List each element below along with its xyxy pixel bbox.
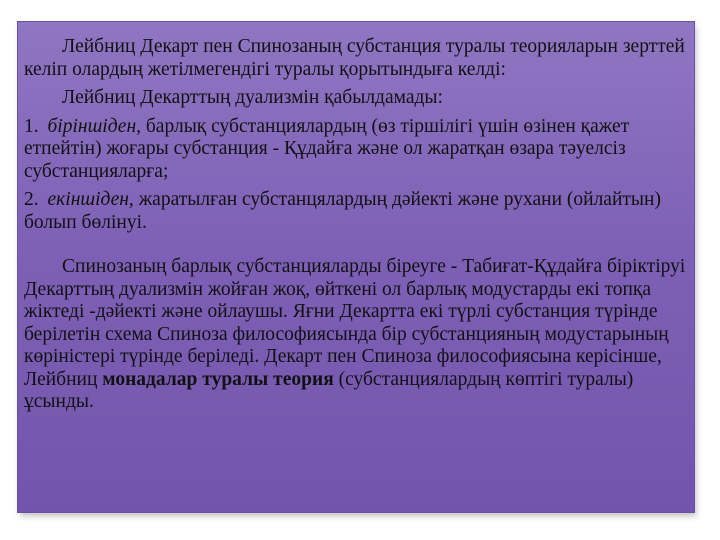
list-text: жаратылған субстанцялардың дәйекті және рухани (ойлайтын) болып бөлінуі. — [24, 189, 661, 233]
list-emphasis: біріншіден, — [47, 115, 142, 137]
list-item-second — [24, 189, 688, 234]
list-item-first — [24, 116, 688, 184]
intro-paragraph: Лейбниц Декарт пен Спинозаның субстанция туралы теорияларын зерттей келіп олардың жетілмегендігі туралы қорытындыға келді: — [24, 36, 685, 80]
list-text: барлық субстанциялардың (өз тіршілігі үшін өзінен қажет етпейтін) жоғары субстанция - Құдайға және ол жаратқан өзара тәуелсіз субстанцияларға; — [24, 115, 630, 182]
spinoza-paragraph — [24, 256, 688, 414]
slide-content-panel — [18, 22, 694, 512]
spacer — [24, 234, 688, 256]
list-number: 2. — [24, 189, 39, 210]
list-emphasis: екіншіден, — [47, 189, 134, 210]
dualism-heading: Лейбниц Декарттың дуализмін қабылдамады: — [62, 87, 443, 108]
paragraph-text: Спинозаның барлық субстанцияларды біреуге - Табиғат-Құдайға біріктіруі Декарттың дуализмін жойған жоқ, өйткені ол барлық модустарды екі топқа жіктеді -дәйекті және ойлаушы. Яғни Декартта екі түрлі субстанция түрінде берілетін схема Спиноза философиясында бір субстанцияның модустарының көріністері түрінде беріледі. Декарт пен Спиноза философиясына керісінше, Лейбниц — [24, 256, 686, 390]
paragraph-text: (субстанциялардың көптігі туралы) ұсынды. — [24, 368, 634, 412]
monad-theory-term: монадалар туралы теория — [102, 368, 334, 390]
list-number: 1. — [24, 115, 39, 137]
